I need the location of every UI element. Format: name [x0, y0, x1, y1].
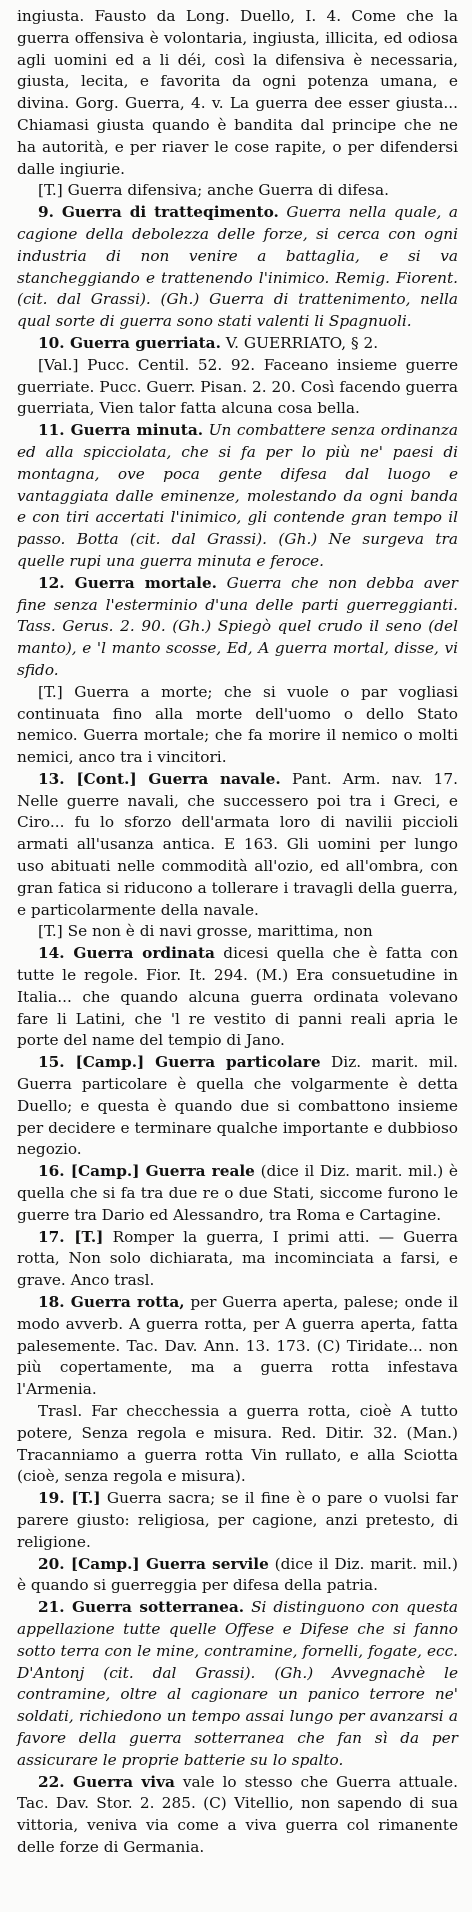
entry-body: Si distinguono con questa appellazione tutte quelle Offese e Difese che si fanno sotto terra con le mine, contramine, fornelli, fogate, ecc. D'Antonj (cit. dal Grassi). (Gh.) Avvegnachè le contramine, oltre al cagionare un panico terrore ne' soldati, richiedono un tempo assai lungo per avanzarsi a favore della guerra sotterranea che fan sì da per assicurare le proprie batterie su lo spalto. — [17, 1598, 458, 1769]
entry-11 — [17, 420, 458, 573]
entry-body: [T.] Guerra difensiva; anche Guerra di difesa. — [38, 181, 389, 200]
entry-body: [T.] Guerra a morte; che si vuole o par vogliasi continuata fino alla morte dell'uomo o dello Stato nemico. Guerra mortale; che fa morire il nemico o molti nemici, anco tra i vincitori. — [17, 682, 458, 767]
entry-10 — [17, 333, 458, 355]
entry-21 — [17, 1597, 458, 1771]
entry-headword: 15. [Camp.] Guerra particolare — [38, 1053, 321, 1072]
entry-headword: 11. Guerra minuta. — [38, 421, 204, 440]
entry-body: vale lo stesso che Guerra attuale. Tac. Dav. Stor. 2. 285. (C) Vitellio, non sapendo di sua vittoria, veniva via come a viva guerra col rimanente delle forze di Germania. — [17, 1772, 458, 1856]
entry-headword: 12. Guerra mortale. — [38, 573, 217, 592]
entry-15 — [17, 1052, 458, 1161]
entry-22 — [17, 1772, 458, 1859]
entry-headword: 10. Guerra guerriata. — [38, 333, 221, 352]
entry-10-note — [17, 355, 458, 420]
entry-headword: 18. Guerra rotta, — [38, 1293, 185, 1312]
entry-headword: 19. [T.] — [38, 1489, 101, 1508]
entry-body: Guerra che non debba aver fine senza l'esterminio d'una delle parti guerreggianti. Tass. Gerus. 2. 90. (Gh.) Spiegò quel crudo il seno (del manto), e 'l manto scosse, Ed, A guerra mortal, disse, vi sfido. — [17, 573, 458, 679]
entry-8-note — [17, 180, 458, 202]
entry-8-continuation — [17, 6, 458, 180]
entry-headword: 22. Guerra viva — [38, 1772, 175, 1791]
entry-13 — [17, 769, 458, 922]
entry-14 — [17, 943, 458, 1052]
entry-body: Guerra sacra; se il fine è o pare o vuolsi far parere giusto: religiosa, per cagione, anzi pretesto, di religione. — [17, 1489, 458, 1551]
entry-body: per Guerra aperta, palese; onde il modo avverb. A guerra rotta, per A guerra aperta, fatta palesemente. Tac. Dav. Ann. 13. 173. (C) Tiridate... non più copertamente, ma a guerra rotta infestava l'Armenia. — [17, 1293, 458, 1399]
entry-headword: 21. Guerra sotterranea. — [38, 1598, 245, 1617]
entry-16 — [17, 1161, 458, 1226]
entry-18 — [17, 1292, 458, 1401]
entry-body: Diz. marit. mil. Guerra particolare è quella che volgarmente è detta Duello; e questa è quando due si combattono insieme per decidere e terminare qualche importante e dubbioso negozio. — [17, 1053, 458, 1159]
entry-headword: 14. Guerra ordinata — [38, 944, 215, 963]
entry-17 — [17, 1227, 458, 1292]
entry-body: V. GUERRIATO, § 2. — [225, 333, 379, 352]
entry-headword: 16. [Camp.] Guerra reale — [38, 1162, 255, 1181]
entry-headword: 17. [T.] — [38, 1227, 104, 1246]
entry-body: Un combattere senza ordinanza ed alla spicciolata, che si fa per lo più ne' paesi di montagna, ove poca gente difesa dal luogo e vantaggiata dalle eminenze, molestando da ogni banda e con tiri accertati l'inimico, gli contende gran tempo il passo. Botta (cit. dal Grassi). (Gh.) Ne surgeva tra quelle rupi una guerra minuta e feroce. — [17, 421, 458, 570]
entry-12 — [17, 573, 458, 682]
entry-body: (dice il Diz. marit. mil.) è quando si guerreggia per difesa della patria. — [17, 1554, 458, 1595]
entry-body: Pant. Arm. nav. 17. Nelle guerre navali, che successero poi tra i Greci, e Ciro... fu lo sforzo dell'armata loro di navilii piccioli armati all'usanza antica. E 163. Gli uomini per lungo uso abituati nelle commodità all'ozio, ed all'ombra, con gran fatica si riducono a tollerare i travagli della guerra, e particolarmente della navale. — [17, 769, 458, 919]
entry-body: (dice il Diz. marit. mil.) è quella che si fa tra due re o due Stati, siccome furono le guerre tra Dario ed Alessandro, tra Roma e Cartagine. — [17, 1162, 458, 1224]
entry-body: Romper la guerra, I primi atti. — Guerra rotta, Non solo dichiarata, ma incominciata a farsi, e grave. Anco trasl. — [17, 1227, 458, 1290]
entry-12-note — [17, 682, 458, 769]
entry-body: [Val.] Pucc. Centil. 52. 92. Faceano insieme guerre guerriate. Pucc. Guerr. Pisan. 2. 20. Così facendo guerra guerriata, Vien talor fatta alcuna cosa bella. — [17, 355, 458, 418]
entry-13-note — [17, 921, 458, 943]
entry-body: Trasl. Far checchessia a guerra rotta, cioè A tutto potere, Senza regola e misura. Red. Ditir. 32. (Man.) Tracanniamo a guerra rotta Vin rullato, e alla Sciotta (cioè, senza regola e misura). — [17, 1402, 458, 1486]
entry-headword: 9. Guerra di tratteqimento. — [38, 203, 279, 222]
entry-body: dicesi quella che è fatta con tutte le regole. Fior. It. 294. (M.) Era consuetudine in Italia... che quando alcuna guerra ordinata volevano fare li Latini, che 'l re vestito di panni reali apria le porte del name del tempio di Jano. — [17, 944, 458, 1050]
entry-body: ingiusta. Fausto da Long. Duello, I. 4. Come che la guerra offensiva è volontaria, ingiusta, illicita, ed odiosa agli uomini ed a li déi, così la difensiva è necessaria, giusta, lecita, e favorita da ogni potenza umana, e divina. Gorg. Guerra, 4. v. La guerra dee esser giusta... Chiamasi giusta quando è bandita dal principe che ne ha autorità, e per riaver le cose rapite, o per difendersi dalle ingiurie. — [17, 7, 458, 178]
entry-19 — [17, 1488, 458, 1553]
entry-headword: 20. [Camp.] Guerra servile — [38, 1554, 269, 1573]
entry-body: [T.] Se non è di navi grosse, marittima, non — [38, 922, 373, 941]
entry-9 — [17, 202, 458, 333]
entry-18-figurative — [17, 1401, 458, 1488]
entry-headword: 13. [Cont.] Guerra navale. — [38, 769, 281, 788]
entry-20 — [17, 1554, 458, 1598]
entry-body: Guerra nella quale, a cagione della debolezza delle forze, si cerca con ogni industria di non venire a battaglia, e si va stancheggiando e trattenendo l'inimico. Remig. Fiorent. (cit. dal Grassi). (Gh.) Guerra di trattenimento, nella qual sorte di guerra sono stati valenti li Spagnuoli. — [17, 203, 458, 331]
